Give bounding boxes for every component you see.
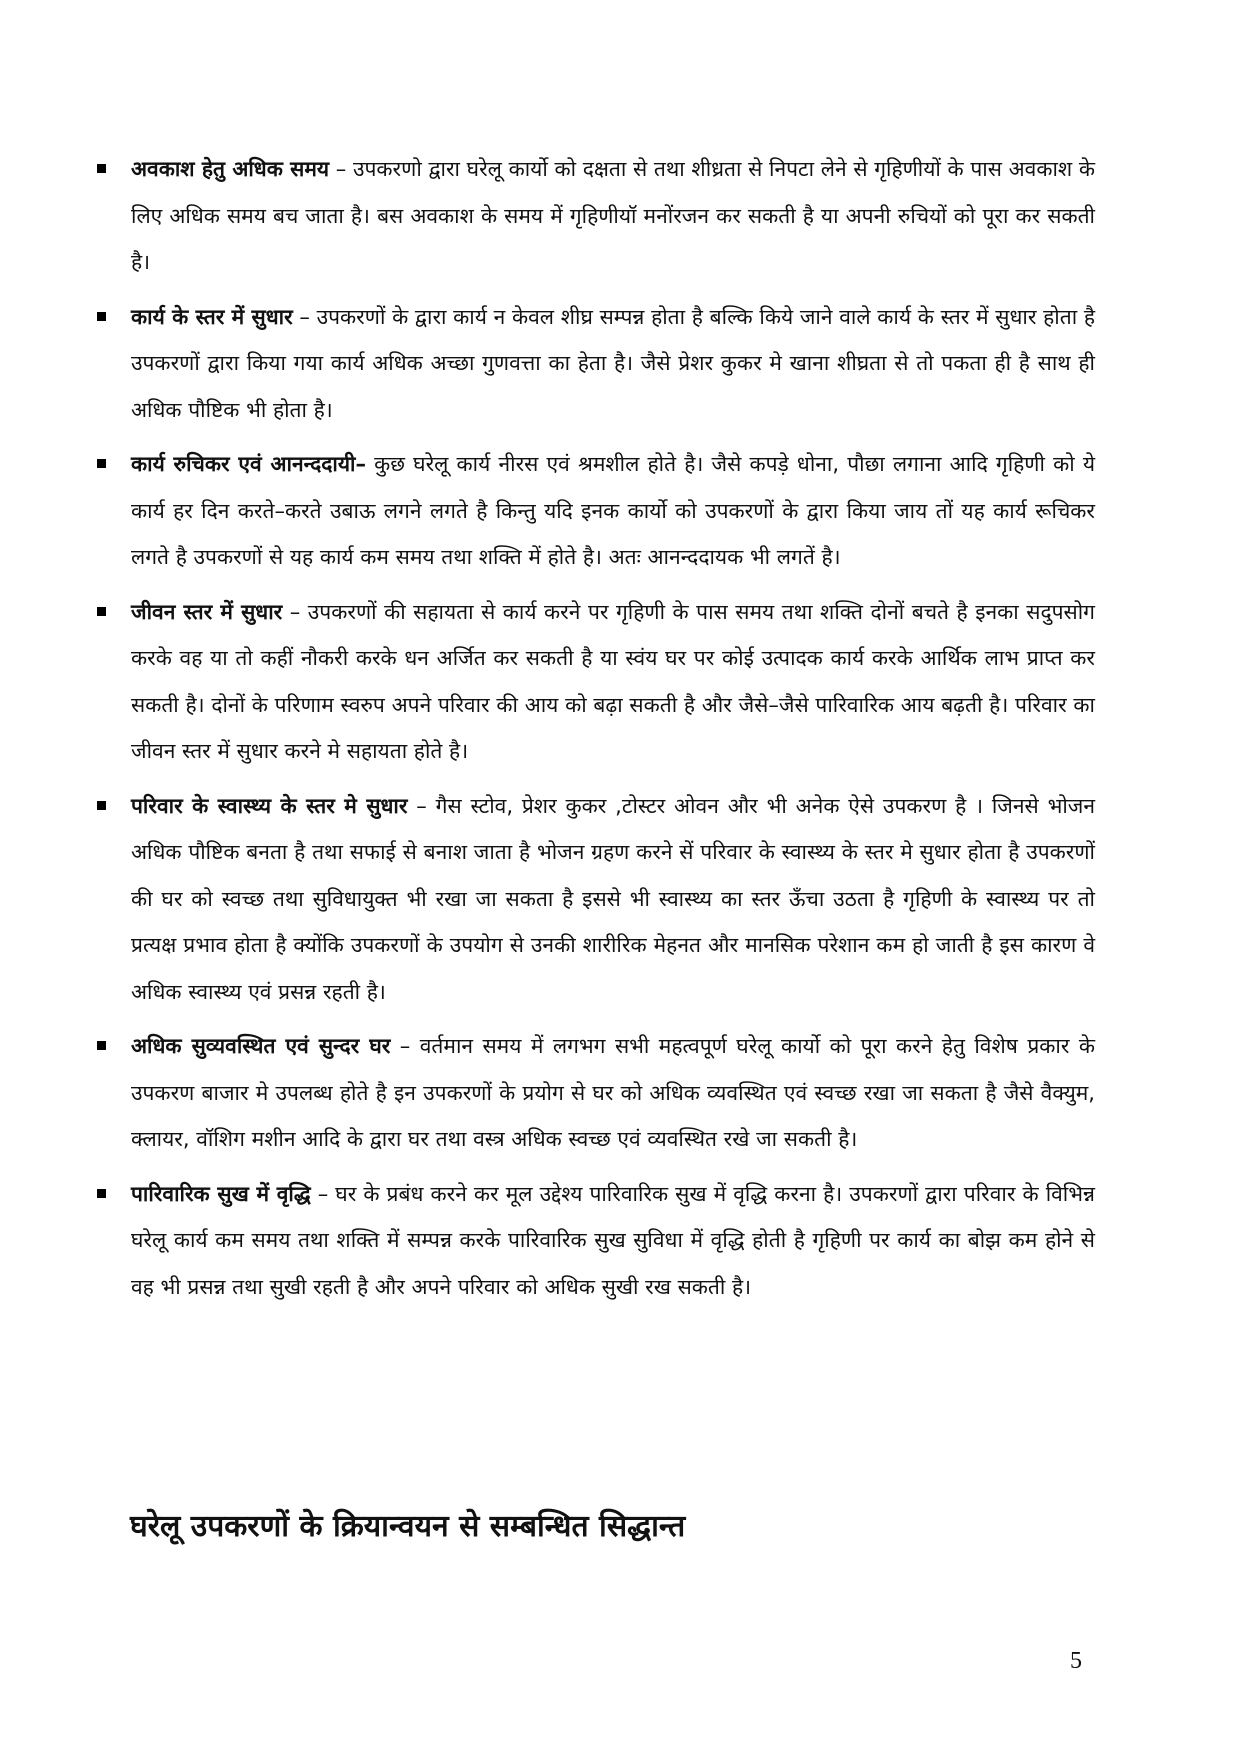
- list-item: [95, 294, 1095, 434]
- square-bullet-icon: [97, 1041, 106, 1050]
- square-bullet-icon: [97, 312, 106, 321]
- item-term: जीवन स्तर में सुधार: [131, 599, 283, 624]
- page-number: 5: [1070, 1648, 1082, 1674]
- item-separator: –: [292, 304, 317, 329]
- list-item: [95, 146, 1095, 286]
- item-text: घर के प्रबंध करने कर मूल उद्देश्य पारिवारिक सुख में वृद्धि करना है। उपकरणों द्वारा परिवार के विभिन्न घरेलू कार्य कम समय तथा शक्ति में सम्पन्न करके पारिवारिक सुख सुविधा में वृद्धि होती है गृहिणी पर कार्य का बोझ कम होने से वह भी प्रसन्न तथा सुखी रहती है और अपने परिवार को अधिक सुखी रख सकती है।: [131, 1181, 1095, 1299]
- item-text: गैस स्टोव, प्रेशर कुकर ,टोस्टर ओवन और भी अनेक ऐसे उपकरण है । जिनसे भोजन अधिक पौष्टिक बनता है तथा सफाई से बनाश जाता है भोजन ग्रहण करने सें परिवार के स्वास्थ्य के स्तर मे सुधार होता है उपकरणों की घर को स्वच्छ तथा सुविधायुक्त भी रखा जा सकता है इससे भी स्वास्थ्य का स्तर ऊँचा उठता है गृहिणी के स्वास्थ्य पर तो प्रत्यक्ष प्रभाव होता है क्योंकि उपकरणों के उपयोग से उनकी शारीरिक मेहनत और मानसिक परेशान कम हो जाती है इस कारण वे अधिक स्वास्थ्य एवं प्रसन्न रहती है।: [131, 793, 1096, 1004]
- square-bullet-icon: [97, 164, 106, 173]
- square-bullet-icon: [97, 459, 106, 468]
- list-item: [95, 1023, 1095, 1163]
- list-item: [95, 783, 1095, 1016]
- list-item: [95, 1171, 1095, 1311]
- item-separator: –: [329, 157, 353, 181]
- item-separator: –: [407, 793, 436, 818]
- item-separator: [366, 452, 374, 476]
- item-text: कुछ घरेलू कार्य नीरस एवं श्रमशील होते है। जैसे कपड़े धोना, पौछा लगाना आदि गृहिणी को ये कार्य हर दिन करते–करते उबाऊ लगने लगते है किन्तु यदि इनक कार्यो को उपकरणों के द्वारा किया जाय तों यह कार्य रूचिकर लगते है उपकरणों से यह कार्य कम समय तथा शक्ति में होते है। अतः आनन्ददायक भी लगतें है।: [131, 452, 1095, 569]
- item-term: पारिवारिक सुख में वृद्धि: [131, 1181, 311, 1206]
- item-text: वर्तमान समय में लगभग सभी महत्वपूर्ण घरेलू कार्यो को पूरा करने हेतु विशेष प्रकार के उपकरण बाजार मे उपलब्ध होते है इन उपकरणों के प्रयोग से घर को अधिक व्यवस्थित एवं स्वच्छ रखा जा सकता है जैसे वैक्युम, क्लायर, वॉशिग मशीन आदि के द्वारा घर तथा वस्त्र अधिक स्वच्छ एवं व्यवस्थित रखे जा सकती है।: [131, 1034, 1096, 1151]
- item-separator: –: [282, 599, 308, 624]
- item-term: कार्य रुचिकर एवं आनन्ददायी–: [131, 452, 366, 476]
- list-item: [95, 441, 1095, 581]
- item-text: उपकरणों के द्वारा कार्य न केवल शीघ्र सम्पन्न होता है बल्कि किये जाने वाले कार्य के स्तर में सुधार होता है उपकरणों द्वारा किया गया कार्य अधिक अच्छा गुणवत्ता का हेता है। जैसे प्रेशर कुकर मे खाना शीघ्रता से तो पकता ही है साथ ही अधिक पौष्टिक भी होता है।: [131, 304, 1095, 422]
- item-text: उपकरणो द्वारा घरेलू कार्यो को दक्षता से तथा शीध्रता से निपटा लेने से गृहिणीयों के पास अवकाश के लिए अधिक समय बच जाता है। बस अवकाश के समय में गृहिणीयॉ मनोंरजन कर सकती है या अपनी रुचियों को पूरा कर सकती है।: [131, 157, 1095, 274]
- section-heading: घरेलू उपकरणों के क्रियान्वयन से सम्बन्धित सिद्धान्त: [130, 1509, 686, 1544]
- square-bullet-icon: [97, 1189, 106, 1198]
- item-term: परिवार के स्वास्थ्य के स्तर मे सुधार: [131, 793, 408, 818]
- item-separator: –: [390, 1034, 420, 1058]
- square-bullet-icon: [97, 801, 106, 810]
- benefits-list: [95, 146, 1095, 1318]
- item-separator: –: [310, 1181, 336, 1206]
- item-term: अवकाश हेतु अधिक समय: [131, 157, 330, 181]
- item-text: उपकरणों की सहायता से कार्य करने पर गृहिणी के पास समय तथा शक्ति दोनों बचते है इनका सदुपसोग करके वह या तो कहीं नौकरी करके धन अर्जित कर सकती है या स्वंय घर पर कोई उत्पादक कार्य करके आर्थिक लाभ प्राप्त कर सकती है। दोनों के परिणाम स्वरुप अपने परिवार की आय को बढ़ा सकती है और जैसे–जैसे पारिवारिक आय बढ़ती है। परिवार का जीवन स्तर में सुधार करने मे सहायता होते है।: [131, 599, 1095, 763]
- list-item: [95, 589, 1095, 775]
- item-term: कार्य के स्तर में सुधार: [131, 304, 293, 329]
- square-bullet-icon: [97, 607, 106, 616]
- item-term: अधिक सुव्यवस्थित एवं सुन्दर घर: [131, 1034, 391, 1058]
